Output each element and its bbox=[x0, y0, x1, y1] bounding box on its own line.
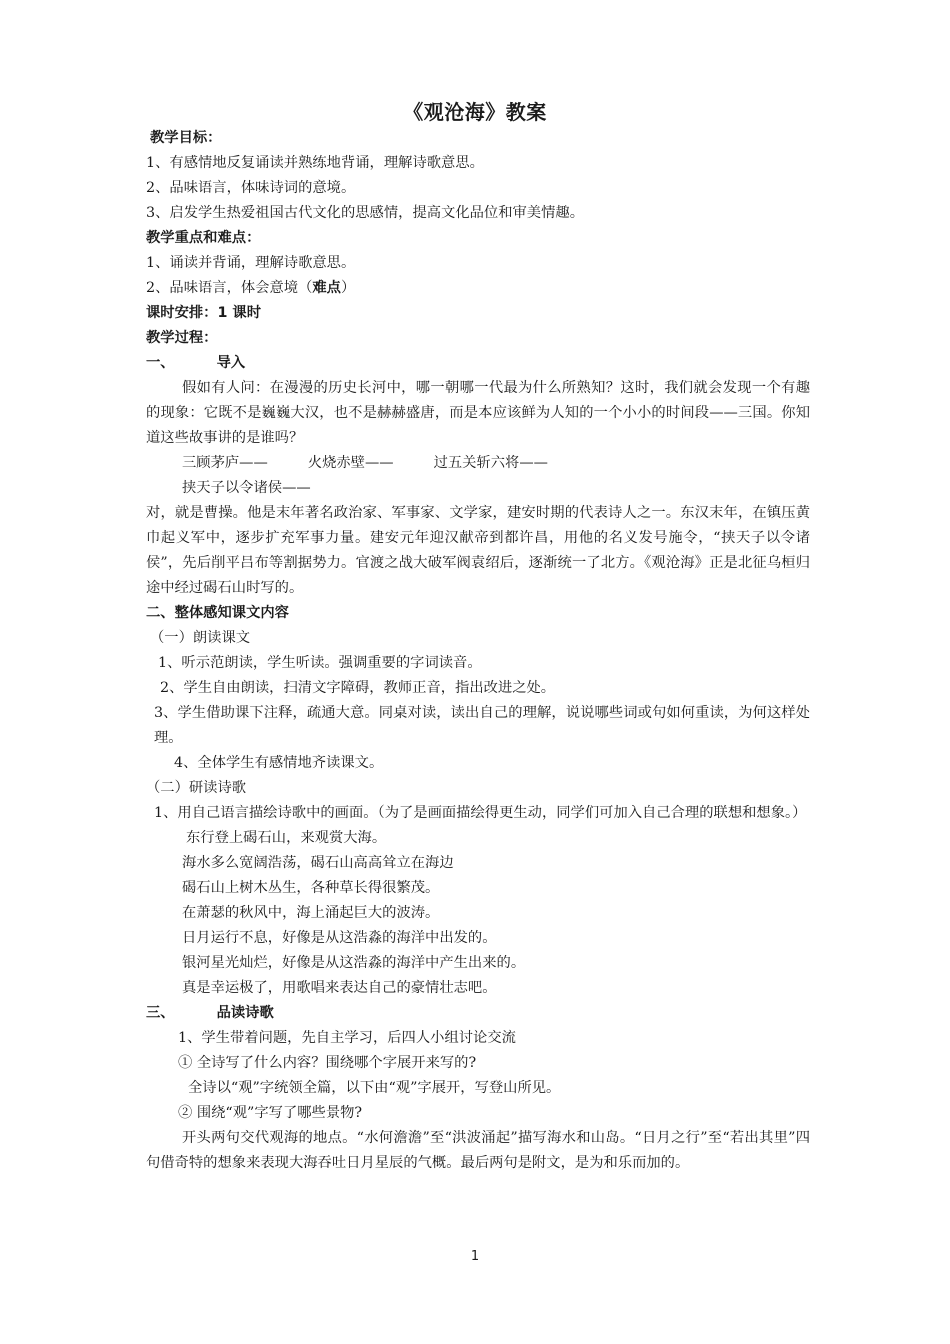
document-title: 《观沧海》教案 bbox=[403, 100, 547, 124]
process-heading: 教学过程： bbox=[146, 330, 218, 346]
question-line: ② 围绕“观”字写了哪些景物? bbox=[178, 1105, 363, 1121]
objectives-heading: 教学目标： bbox=[150, 130, 222, 146]
key-point-text: 2、品味语言，体会意境（ bbox=[146, 280, 313, 296]
poem-description-line: 银河星光灿烂，好像是从这浩淼的海洋中产生出来的。 bbox=[182, 955, 526, 971]
poem-description-line: 碣石山上树木丛生，各种草长得很繁茂。 bbox=[182, 880, 440, 896]
step-item: 4、全体学生有感情地齐读课文。 bbox=[174, 755, 384, 771]
section-title: 品读诗歌 bbox=[216, 1005, 274, 1021]
intro-paragraph: 假如有人问：在漫漫的历史长河中，哪一朝哪一代最为什么所熟知？这时，我们就会发现一个有趣的现象：它既不是巍巍大汉，也不是赫赫盛唐，而是本应该鲜为人知的一个小小的时间段——三国。你知道这些故事讲的是谁吗？ bbox=[146, 380, 810, 446]
section-title: 导入 bbox=[216, 355, 246, 371]
section-number: 一、 bbox=[146, 355, 175, 371]
answer-line: 全诗以“观”字统领全篇，以下由“观”字展开，写登山所见。 bbox=[188, 1080, 561, 1096]
task-line: 1、学生带着问题，先自主学习，后四人小组讨论交流 bbox=[178, 1030, 516, 1046]
page-number: 1 bbox=[470, 1249, 480, 1264]
objective-item: 1、有感情地反复诵读并熟练地背诵，理解诗歌意思。 bbox=[146, 155, 484, 171]
objective-item: 3、启发学生热爱祖国古代文化的思感情，提高文化品位和审美情趣。 bbox=[146, 205, 584, 221]
key-point-text: ） bbox=[340, 280, 356, 296]
section-2-heading: 二、整体感知课文内容 bbox=[146, 605, 289, 621]
story-item: 火烧赤壁—— bbox=[307, 455, 394, 471]
section-3-heading bbox=[146, 1001, 810, 1026]
step-item: 2、学生自由朗读，扫清文字障碍，教师正音，指出改进之处。 bbox=[160, 680, 556, 696]
poem-description-line: 真是幸运极了，用歌唱来表达自己的豪情壮志吧。 bbox=[182, 980, 497, 996]
task-paragraph: 1、用自己语言描绘诗歌中的画面。（为了是画面描绘得更生动，同学们可加入自己合理的联想和想象。） bbox=[154, 805, 807, 821]
story-item: 过五关斩六将—— bbox=[433, 455, 548, 471]
story-line bbox=[146, 451, 810, 476]
section-1-heading bbox=[146, 351, 810, 376]
key-points-heading: 教学重点和难点： bbox=[146, 230, 261, 246]
subsection-heading: （一）朗读课文 bbox=[150, 630, 251, 646]
poem-description-line: 在萧瑟的秋风中，海上涌起巨大的波涛。 bbox=[182, 905, 440, 921]
difficulty-label: 难点 bbox=[312, 280, 341, 296]
story-item: 挟天子以令诸侯—— bbox=[182, 480, 311, 496]
answer-paragraph: 开头两句交代观海的地点。“水何澹澹”至“洪波涌起”描写海水和山岛。“日月之行”至“若出其里”四句借奇特的想象来表现大海吞吐日月星辰的气概。最后两句是附文，是为和乐而加的。 bbox=[146, 1130, 810, 1171]
story-item: 三顾茅庐—— bbox=[182, 455, 268, 471]
step-item: 1、听示范朗读，学生听读。强调重要的字词读音。 bbox=[158, 655, 482, 671]
poem-description-line: 日月运行不息，好像是从这浩淼的海洋中出发的。 bbox=[182, 930, 497, 946]
key-point-item bbox=[146, 276, 810, 301]
schedule-line: 课时安排：1 课时 bbox=[146, 305, 262, 321]
question-line: ① 全诗写了什么内容？围绕哪个字展开来写的? bbox=[178, 1055, 477, 1071]
poem-description-line: 东行登上碣石山，来观赏大海。 bbox=[186, 830, 387, 846]
step-item: 3、学生借助课下注释，疏通大意。同桌对读，读出自己的理解，说说哪些词或句如何重读，为何这样处理。 bbox=[154, 705, 810, 746]
subsection-heading: （二）研读诗歌 bbox=[146, 780, 247, 796]
section-number: 三、 bbox=[146, 1005, 175, 1021]
poem-description-line: 海水多么宽阔浩荡，碣石山高高耸立在海边 bbox=[182, 855, 454, 871]
objective-item: 2、品味语言，体味诗词的意境。 bbox=[146, 180, 356, 196]
key-point-item: 1、诵读并背诵，理解诗歌意思。 bbox=[146, 255, 356, 271]
document-body bbox=[146, 126, 810, 1176]
answer-paragraph: 对，就是曹操。他是末年著名政治家、军事家、文学家，建安时期的代表诗人之一。东汉末年，在镇压黄巾起义军中，逐步扩充军事力量。建安元年迎汉献帝到都许昌，用他的名义发号施令，“挟天子以令诸侯”，先后削平吕布等割据势力。官渡之战大破军阀袁绍后，逐渐统一了北方。《观沧海》正是北征乌桓归途中经过碣石山时写的。 bbox=[146, 505, 810, 596]
